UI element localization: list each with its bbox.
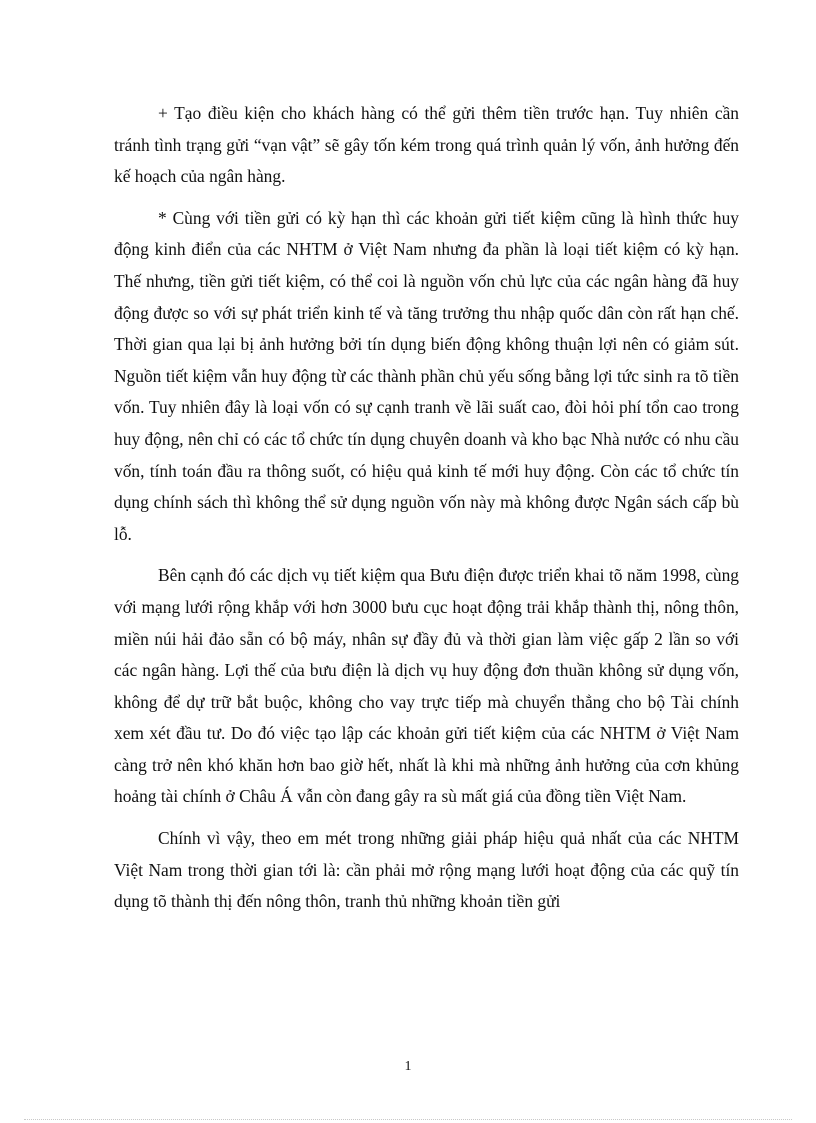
page-bottom-divider [24,1119,792,1120]
document-body [114,98,739,928]
paragraph-4: Chính vì vậy, theo em mét trong những giải pháp hiệu quả nhất của các NHTM Việt Nam trong thời gian tới là: cần phải mở rộng mạng lưới hoạt động của các quỹ tín dụng tõ thành thị đến nông thôn, tranh thủ những khoản tiền gửi [114,828,739,912]
paragraph-3: Bên cạnh đó các dịch vụ tiết kiệm qua Bưu điện được triển khai tõ năm 1998, cùng với mạng lưới rộng khắp với hơn 3000 bưu cục hoạt động trải khắp thành thị, nông thôn, miền núi hải đảo sẵn có bộ máy, nhân sự đầy đủ và thời gian làm việc gấp 2 lần so với các ngân hàng. Lợi thế của bưu điện là dịch vụ huy động đơn thuần không sử dụng vốn, không để dự trữ bắt buộc, không cho vay trực tiếp mà chuyển thẳng cho bộ Tài chính xem xét đầu tư. Do đó việc tạo lập các khoản gửi tiết kiệm của các NHTM ở Việt Nam càng trở nên khó khăn hơn bao giờ hết, nhất là khi mà những ảnh hưởng của cơn khủng hoảng tài chính ở Châu Á vẫn còn đang gây ra sù mất giá của đồng tiền Việt Nam. [114,565,739,807]
paragraph-1: + Tạo điều kiện cho khách hàng có thể gửi thêm tiền trước hạn. Tuy nhiên cần tránh tình trạng gửi “vạn vật” sẽ gây tốn kém trong quá trình quản lý vốn, ảnh hưởng đến kế hoạch của ngân hàng. [114,103,739,187]
page-number: 1 [404,1059,412,1074]
paragraph-2: * Cùng với tiền gửi có kỳ hạn thì các khoản gửi tiết kiệm cũng là hình thức huy động kinh điển của các NHTM ở Việt Nam nhưng đa phần là loại tiết kiệm có kỳ hạn. Thế nhưng, tiền gửi tiết kiệm, có thể coi là nguồn vốn chủ lực của các ngân hàng đã huy động được so với sự phát triển kinh tế và tăng trưởng thu nhập quốc dân còn rất hạn chế. Thời gian qua lại bị ảnh hưởng bởi tín dụng biến động không thuận lợi nên có giảm sút. Nguồn tiết kiệm vẫn huy động từ các thành phần chủ yếu sống bằng lợi tức sinh ra tõ tiền vốn. Tuy nhiên đây là loại vốn có sự cạnh tranh về lãi suất cao, đòi hỏi phí tổn cao trong huy động, nên chỉ có các tổ chức tín dụng chuyên doanh và kho bạc Nhà nước có nhu cầu vốn, tính toán đầu ra thông suốt, có hiệu quả kinh tế mới huy động. Còn các tổ chức tín dụng chính sách thì không thể sử dụng nguồn vốn này mà không được Ngân sách cấp bù lỗ. [114,207,739,544]
